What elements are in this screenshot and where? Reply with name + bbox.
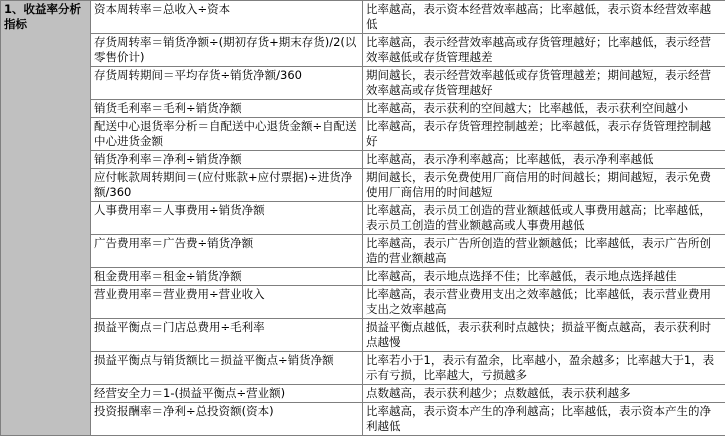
table-row xyxy=(1,352,725,385)
formula-cell[interactable]: 存货周转率＝销货净额÷(期初存货+期末存货)/2(以零售价计) xyxy=(91,34,363,67)
formula-cell[interactable]: 经营安全力＝1-(损益平衡点÷营业额) xyxy=(91,385,363,403)
meaning-cell[interactable]: 比率越高，表示资本经营效率越高；比率越低，表示资本经营效率越低 xyxy=(363,1,725,34)
formula-cell[interactable]: 损益平衡点＝门店总费用÷毛利率 xyxy=(91,319,363,352)
table-row xyxy=(1,169,725,202)
meaning-cell[interactable]: 期间越长，表示经营效率越低或存货管理越差；期间越短，表示经营效率越高或存货管理越好 xyxy=(363,67,725,100)
category-cell[interactable]: 1、收益率分析指标 xyxy=(1,1,91,436)
meaning-cell[interactable]: 损益平衡点越低，表示获利时点越快；损益平衡点越高，表示获利时点越慢 xyxy=(363,319,725,352)
table-row xyxy=(1,202,725,235)
formula-cell[interactable]: 损益平衡点与销货额比＝损益平衡点÷销货净额 xyxy=(91,352,363,385)
table-row xyxy=(1,67,725,100)
formula-cell[interactable]: 投资报酬率＝净利÷总投资额(资本) xyxy=(91,403,363,436)
formula-cell[interactable]: 租金费用率＝租金÷销货净额 xyxy=(91,268,363,286)
table-row xyxy=(1,118,725,151)
meaning-cell[interactable]: 比率越高，表示地点选择不佳；比率越低，表示地点选择越佳 xyxy=(363,268,725,286)
meaning-cell[interactable]: 期间越长，表示免费使用厂商信用的时间越长；期间越短，表示免费使用厂商信用的时间越短 xyxy=(363,169,725,202)
formula-cell[interactable]: 资本周转率＝总收入÷资本 xyxy=(91,1,363,34)
formula-cell[interactable]: 人事费用率＝人事费用÷销货净额 xyxy=(91,202,363,235)
table-row xyxy=(1,403,725,436)
table-row xyxy=(1,151,725,169)
table-row xyxy=(1,268,725,286)
meaning-cell[interactable]: 点数越高，表示获利越少；点数越低，表示获利越多 xyxy=(363,385,725,403)
meaning-cell[interactable]: 比率越高，表示经营效率越高或存货管理越好；比率越低，表示经营效率越低或存货管理越差 xyxy=(363,34,725,67)
meaning-cell[interactable]: 比率若小于1，表示有盈余，比率越小，盈余越多；比率越大于1，表示有亏损，比率越大，亏损越多 xyxy=(363,352,725,385)
formula-cell[interactable]: 营业费用率＝营业费用÷营业收入 xyxy=(91,286,363,319)
table-row xyxy=(1,1,725,34)
meaning-cell[interactable]: 比率越高，表示资本产生的净利越高；比率越低，表示资本产生的净利越低 xyxy=(363,403,725,436)
formula-cell[interactable]: 广告费用率＝广告费÷销货净额 xyxy=(91,235,363,268)
formula-cell[interactable]: 存货周转期间＝平均存货÷销货净额/360 xyxy=(91,67,363,100)
table-row xyxy=(1,100,725,118)
formula-cell[interactable]: 应付帐款周转期间＝(应付账款+应付票据)÷进货净额/360 xyxy=(91,169,363,202)
table-row xyxy=(1,235,725,268)
meaning-cell[interactable]: 比率越高，表示净利率越高；比率越低，表示净利率越低 xyxy=(363,151,725,169)
table-row xyxy=(1,286,725,319)
formula-cell[interactable]: 销货净利率＝净利÷销货净额 xyxy=(91,151,363,169)
formula-cell[interactable]: 配送中心退货率分析＝自配送中心退货金额÷自配送中心进货金额 xyxy=(91,118,363,151)
meaning-cell[interactable]: 比率越高，表示营业费用支出之效率越低；比率越低，表示营业费用支出之效率越高 xyxy=(363,286,725,319)
formula-cell[interactable]: 销货毛利率＝毛利÷销货净额 xyxy=(91,100,363,118)
table-row xyxy=(1,319,725,352)
meaning-cell[interactable]: 比率越高，表示存货管理控制越差；比率越低，表示存货管理控制越好 xyxy=(363,118,725,151)
meaning-cell[interactable]: 比率越高，表示员工创造的营业额越低或人事费用越高；比率越低，表示员工创造的营业额越高或人事费用越低 xyxy=(363,202,725,235)
meaning-cell[interactable]: 比率越高，表示获利的空间越大；比率越低，表示获利空间越小 xyxy=(363,100,725,118)
table-row xyxy=(1,34,725,67)
meaning-cell[interactable]: 比率越高，表示广告所创造的营业额越低；比率越低，表示广告所创造的营业额越高 xyxy=(363,235,725,268)
table-row xyxy=(1,385,725,403)
